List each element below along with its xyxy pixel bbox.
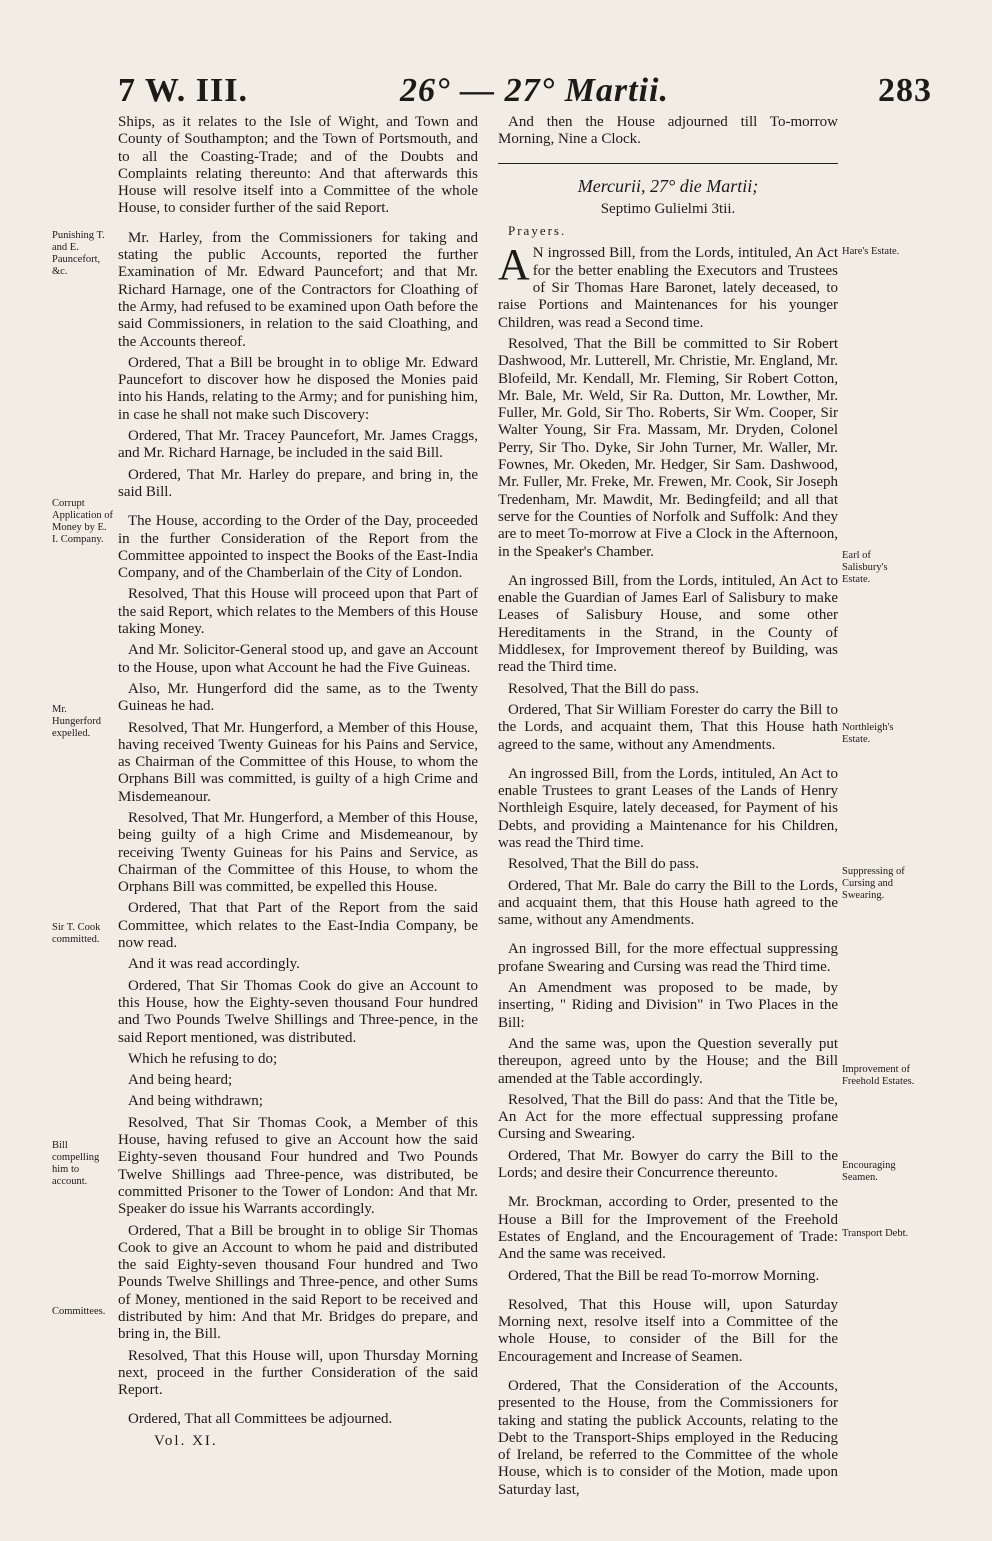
paragraph: Ordered, That all Committees be adjourned. (128, 1411, 393, 1428)
margin-note: Earl of Salisbury's Estate. (842, 550, 888, 585)
margin-note: Northleigh's Estate. (842, 722, 894, 745)
margin-note: Hare's Estate. (842, 246, 900, 257)
paragraph: Mr. Brockman, according to Order, presented to the House a Bill for the Improvement of the Freehold Estates of England, and the Encouragement of Trade: And the same was received. (498, 1194, 838, 1263)
paragraph (498, 240, 838, 331)
paragraph: Ordered, That Sir Thomas Cook do give an Account to this House, how the Eighty-seven thousand Four hundred and Two Pounds Twelve Shillings and Three-pence, in the said Report mentioned, was distributed. (118, 977, 478, 1046)
regnal-year: Septimo Gulielmi 3tii. (600, 200, 736, 217)
paragraph: An ingrossed Bill, from the Lords, intituled, An Act to enable the Guardian of James Earl of Salisbury to make Leases of Salisbury House, and some other Hereditaments in the Strand, in the County of Middlesex, for Improvement thereof by Building, was read the Third time. (498, 572, 838, 676)
paragraph: Ships, as it relates to the Isle of Wight, and Town and County of Southampton; and the Town of Portsmouth, and to all the Coasting-Trade; and of the Doubts and Complaints relating thereunto: And that afterwards this House will resolve itself into a Committee of the whole House, to consider further of the said Report. (118, 114, 478, 217)
volume-signature: Vol. XI. (154, 1432, 218, 1449)
paragraph: Ordered, That the Bill be read To-morrow Morning. (508, 1267, 820, 1284)
margin-note: Punishing T. and E. Pauncefort, &c. (52, 230, 105, 277)
paragraph: Ordered, That Mr. Harley do prepare, and bring in, the said Bill. (118, 466, 478, 500)
left-column (118, 114, 478, 1450)
paragraph: Ordered, That a Bill be brought in to oblige Sir Thomas Cook to give an Account to whom he paid and distributed the said Eighty-seven thousand Four hundred and Two Pounds Twelve Shillings and Three-pence, and other Sums of Money, mentioned in the said Report to be received and distributed by him: And that Mr. Bridges do prepare, and bring in, the Bill. (118, 1222, 478, 1343)
drop-cap: A (498, 240, 530, 290)
margin-note: Encouraging Seamen. (842, 1160, 896, 1183)
margin-note: Committees. (52, 1306, 106, 1317)
paragraph: Resolved, That this House will proceed upon that Part of the said Report, which relates to the Members of this House taking Money. (118, 586, 478, 638)
paragraph: And the same was, upon the Question severally put thereupon, agreed unto by the House; and the Bill amended at the Table accordingly. (498, 1035, 838, 1087)
margin-note: Suppressing of Cursing and Swearing. (842, 866, 905, 901)
paragraph: And being heard; (128, 1072, 233, 1089)
paragraph-text: N ingrossed Bill, from the Lords, intituled, An Act for the better enabling the Executors and Trustees of Sir Thomas Hare Baronet, lately deceased, to raise Portions and Maintenances for his younger Children, was read a Second time. (498, 245, 838, 331)
paragraph: An ingrossed Bill, from the Lords, intituled, An Act to enable Trustees to grant Leases of the Lands of Henry Northleigh Esquire, lately deceased, for Payment of his Debts, and providing a Maintenance for his Children, was read the Third time. (498, 765, 838, 851)
running-head-dates: 26° — 27° Martii. (400, 72, 669, 109)
running-head-regnal-year: 7 W. III. (118, 72, 248, 109)
paragraph: Resolved, That Mr. Hungerford, a Member of this House, being guilty of a high Crime and Misdemeanour, by receiving Twenty Guineas for his Pains and Service, as Chairman of the Committee of this House, to whom the Orphans Bill was committed, be expelled this House. (118, 809, 478, 896)
paragraph: And Mr. Solicitor-General stood up, and gave an Account to the House, upon what Account he had the Five Guineas. (118, 642, 478, 676)
margin-note: Corrupt Application of Money by E. I. Company. (52, 498, 113, 545)
margin-note: Sir T. Cook committed. (52, 922, 101, 945)
margin-note: Mr. Hungerford expelled. (52, 704, 101, 739)
prayers-heading: Prayers. (508, 223, 567, 239)
paragraph: Ordered, That that Part of the Report from the said Committee, which relates to the East-India Company, be now read. (118, 900, 478, 952)
margin-note: Bill compelling him to account. (52, 1140, 100, 1187)
paragraph: Resolved, That the Bill do pass. (508, 680, 699, 697)
paragraph: Resolved, That the Bill be committed to Sir Robert Dashwood, Mr. Lutterell, Mr. Christie, Mr. England, Mr. Blofeild, Mr. Kendall, Mr. Fleming, Sir Robert Cotton, Mr. Bale, Mr. Weld, Sir Ra. Dutton, Mr. Lowther, Mr. Fuller, Mr. Gold, Sir Tho. Roberts, Sir Wm. Cooper, Sir Walter Young, Sir Fra. Massam, Mr. Dryden, Colonel Perry, Sir Tho. Dyke, Sir John Turner, Mr. Waller, Mr. Fownes, Mr. Okeden, Mr. Hedger, Sir Sam. Dashwood, Mr. Fuller, Mr. Freke, Mr. Frewen, Mr. Cook, Sir Joseph Tredenham, Mr. Mawdit, Mr. Bedingfeild; and all that serve for the Counties of Norfolk and Suffolk: And they are to meet To-morrow at Five a Clock in the Afternoon, in the Speaker's Chamber. (498, 335, 838, 560)
paragraph: Ordered, That Sir William Forester do carry the Bill to the Lords, and acquaint them, That this House hath agreed to the same, without any Amendments. (498, 701, 838, 753)
paragraph: Resolved, That the Bill do pass. (508, 856, 699, 873)
paragraph: Which he refusing to do; (128, 1050, 278, 1067)
paragraph: And being withdrawn; (128, 1093, 263, 1110)
sitting-date: Mercurii, 27° die Martii; (577, 175, 759, 196)
paragraph: Resolved, That Sir Thomas Cook, a Member of this House, having refused to give an Account how the said Eighty-seven thousand Four hundred and Two Pounds Twelve Shillings aad Three-pence, was distributed, be committed Prisoner to the Tower of London: And that Mr. Speaker do issue his Warrants accordingly. (118, 1114, 478, 1218)
paragraph: Ordered, That Mr. Bowyer do carry the Bill to the Lords; and desire their Concurrence thereunto. (498, 1147, 838, 1182)
paragraph: Resolved, That this House will, upon Saturday Morning next, resolve itself into a Committee of the whole House, to consider of the Bill for the Encouragement and Increase of Seamen. (498, 1296, 838, 1365)
paragraph: Ordered, That Mr. Tracey Pauncefort, Mr. James Craggs, and Mr. Richard Harnage, be included in the said Bill. (118, 428, 478, 462)
section-divider (498, 163, 838, 164)
paragraph: Resolved, That Mr. Hungerford, a Member of this House, having received Twenty Guineas for his Pains and Service, as Chairman of the Committee of this House, to whom the Orphans Bill was committed, is guilty of a high Crime and Misdemeanour. (118, 719, 478, 805)
paragraph: Resolved, That this House will, upon Thursday Morning next, proceed in the further Consideration of the said Report. (118, 1347, 478, 1399)
page-number: 283 (878, 72, 932, 109)
paragraph: Resolved, That the Bill do pass: And that the Title be, An Act for the more effectual suppressing profane Cursing and Swearing. (498, 1091, 838, 1143)
paragraph: And it was read accordingly. (128, 956, 300, 973)
paragraph: An Amendment was proposed to be made, by inserting, " Riding and Division" in Two Places in the Bill: (498, 980, 838, 1031)
margin-note: Improvement of Freehold Estates. (842, 1064, 915, 1087)
paragraph: Ordered, That a Bill be brought in to oblige Mr. Edward Pauncefort to discover how he disposed the Monies paid into his Hands, relating to the Army; and for punishing him, in case he shall not make such Discovery: (118, 354, 478, 423)
right-column (498, 114, 838, 1503)
paragraph: Also, Mr. Hungerford did the same, as to the Twenty Guineas he had. (118, 680, 478, 715)
paragraph: And then the House adjourned till To-morrow Morning, Nine a Clock. (498, 114, 838, 148)
paragraph: An ingrossed Bill, for the more effectual suppressing profane Swearing and Cursing was read the Third time. (498, 941, 838, 975)
margin-note: Transport Debt. (842, 1228, 909, 1239)
paragraph: Mr. Harley, from the Commissioners for taking and stating the public Accounts, reported the further Examination of Mr. Edward Pauncefort; and that Mr. Richard Harnage, one of the Contractors for Cloathing of the Army, had refused to be examined upon Oath before the said Commissioners, in relation to the said Cloathing, and the Accounts thereof. (118, 229, 478, 350)
paragraph: The House, according to the Order of the Day, proceeded in the further Consideration of the Report from the Committee appointed to inspect the Books of the East-India Company, and of the Chamberlain of the City of London. (118, 513, 478, 582)
paragraph: Ordered, That Mr. Bale do carry the Bill to the Lords, and acquaint them, that this House hath agreed to the same, without any Amendments. (498, 877, 838, 929)
paragraph: Ordered, That the Consideration of the Accounts, presented to the House, from the Commissioners for taking and stating the publick Accounts, relating to the Debt to the Transport-Ships employed in the Reducing of Ireland, be referred to the Committee of the whole House, which is to consider of the Motion, made upon Saturday last, (498, 1378, 838, 1498)
